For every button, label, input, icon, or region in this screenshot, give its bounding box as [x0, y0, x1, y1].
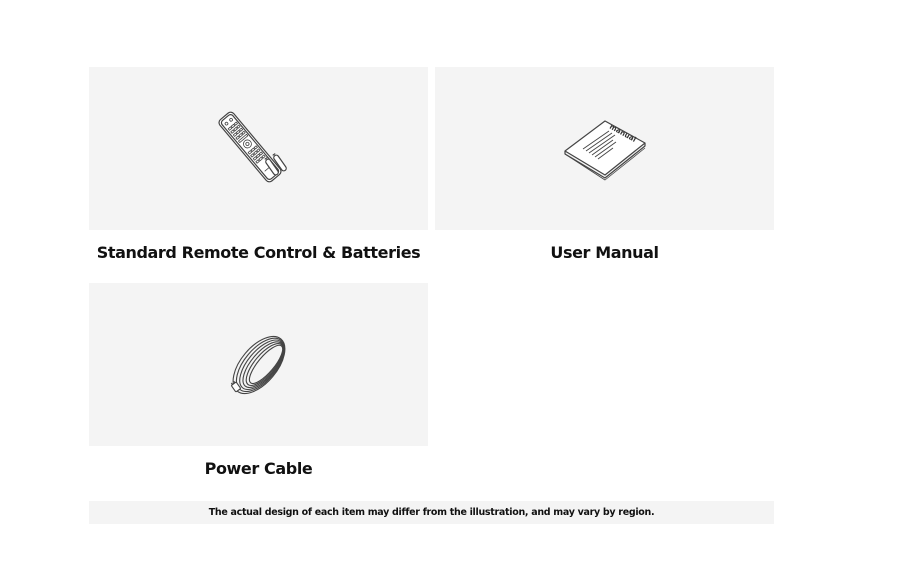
- accessory-label: Power Cable: [204, 459, 313, 478]
- accessory-item-manual: [435, 67, 774, 262]
- accessory-item-cable: [89, 283, 428, 478]
- accessory-image-panel: [89, 67, 428, 230]
- accessory-label: User Manual: [550, 243, 659, 262]
- accessory-image-panel: [435, 67, 774, 230]
- disclaimer-bar: [89, 501, 774, 524]
- accessory-item-remote: [89, 67, 428, 262]
- disclaimer-text: The actual design of each item may differ from the illustration, and may vary by region.: [208, 507, 655, 518]
- accessory-label: Standard Remote Control & Batteries: [96, 243, 421, 262]
- manual-cover-text: manual: [607, 122, 637, 144]
- coiled-cable-icon: [214, 325, 304, 405]
- manual-booklet-icon: [555, 109, 655, 189]
- remote-control-batteries-icon: [214, 109, 304, 189]
- accessory-image-panel: [89, 283, 428, 446]
